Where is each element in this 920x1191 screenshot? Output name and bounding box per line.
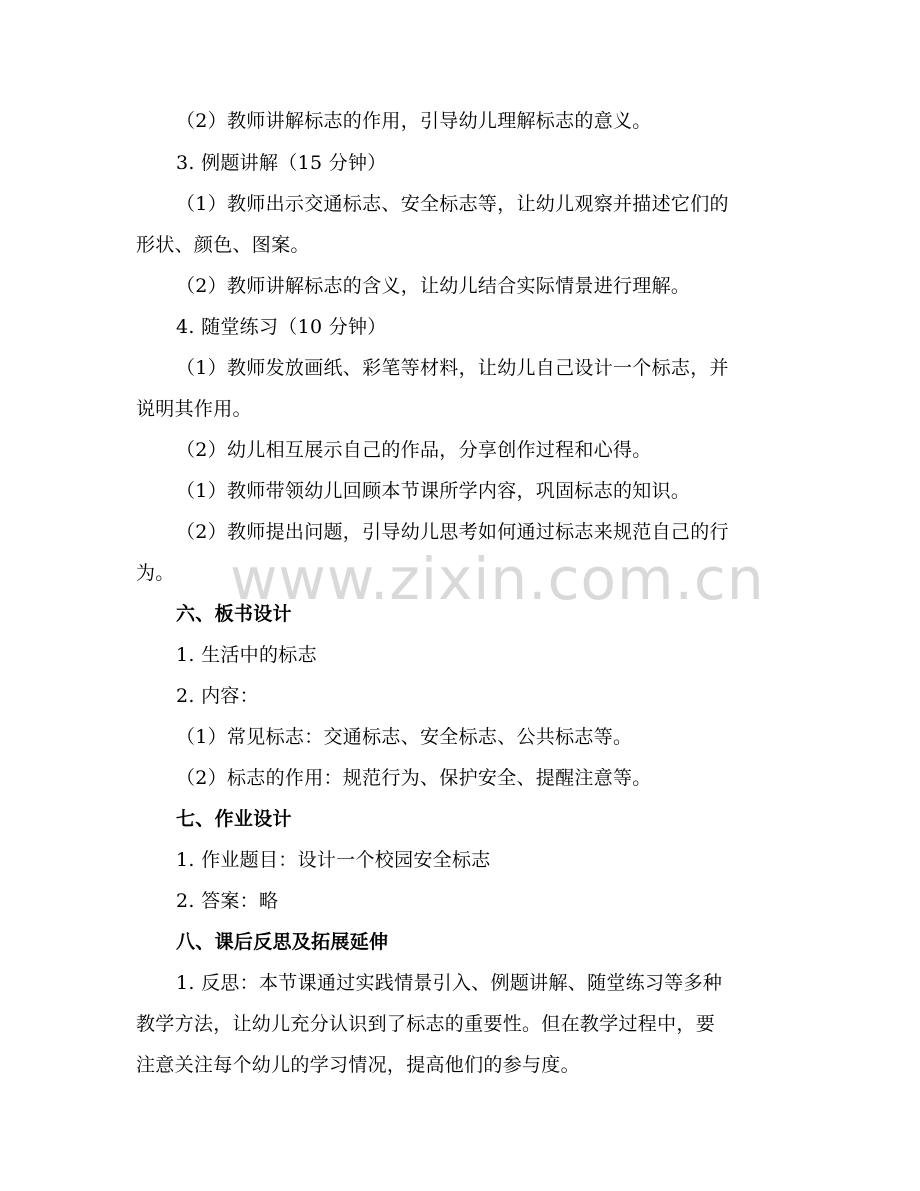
list-item-heading: 4. 随堂练习（10 分钟） (176, 316, 387, 338)
watermark-text: www.zixin.com.cn (230, 545, 765, 613)
list-item: （2）标志的作用：规范行为、保护安全、提醒注意等。 (176, 767, 652, 789)
paragraph-line: 为。 (136, 562, 175, 584)
list-item: 1. 作业题目：设计一个校园安全标志 (176, 849, 491, 871)
paragraph-line: 说明其作用。 (136, 398, 252, 420)
paragraph-line: 注意关注每个幼儿的学习情况，提高他们的参与度。 (136, 1054, 580, 1076)
list-item: 2. 内容： (176, 685, 259, 707)
paragraph-line: 形状、颜色、图案。 (136, 234, 310, 256)
list-item-heading: 3. 例题讲解（15 分钟） (176, 152, 387, 174)
paragraph-line: （1）教师带领幼儿回顾本节课所学内容，巩固标志的知识。 (176, 480, 691, 502)
section-heading-8: 八、课后反思及拓展延伸 (176, 931, 389, 953)
list-item: 2. 答案：略 (176, 890, 279, 912)
paragraph-line: （2）幼儿相互展示自己的作品，分享创作过程和心得。 (176, 439, 652, 461)
paragraph-line: （1）教师发放画纸、彩笔等材料，让幼儿自己设计一个标志，并 (176, 357, 729, 379)
paragraph-line: （1）教师出示交通标志、安全标志等，让幼儿观察并描述它们的 (176, 193, 729, 215)
paragraph-line: （2）教师讲解标志的含义，让幼儿结合实际情景进行理解。 (176, 275, 691, 297)
section-heading-7: 七、作业设计 (176, 808, 292, 830)
paragraph-line: 教学方法，让幼儿充分认识到了标志的重要性。但在教学过程中，要 (136, 1013, 716, 1035)
paragraph-line: 1. 反思：本节课通过实践情景引入、例题讲解、随堂练习等多种 (176, 972, 723, 994)
list-item: 1. 生活中的标志 (176, 644, 317, 666)
paragraph-line: （2）教师提出问题，引导幼儿思考如何通过标志来规范自己的行 (176, 521, 729, 543)
paragraph-line: （2）教师讲解标志的作用，引导幼儿理解标志的意义。 (176, 110, 652, 132)
list-item: （1）常见标志：交通标志、安全标志、公共标志等。 (176, 726, 633, 748)
section-heading-6: 六、板书设计 (176, 603, 292, 625)
